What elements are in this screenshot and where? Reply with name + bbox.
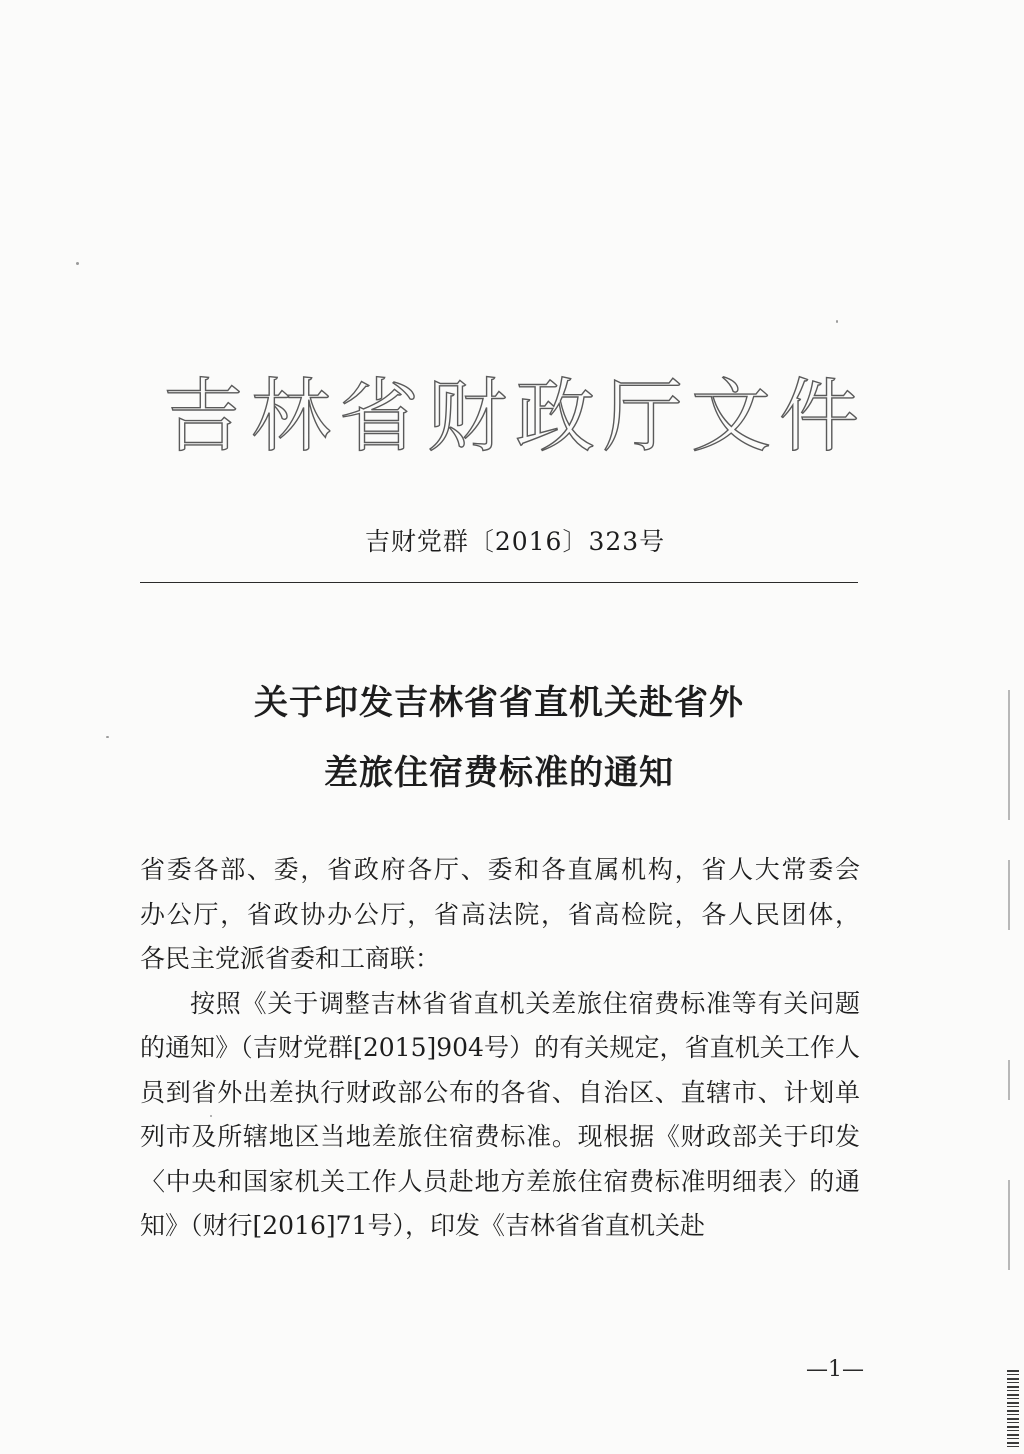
scan-edge-mark bbox=[1008, 1060, 1010, 1100]
body-paragraph: 按照《关于调整吉林省省直机关差旅住宿费标准等有关问题的通知》（吉财党群[2015]904号）的有关规定，省直机关工作人员到省外出差执行财政部公布的各省、自治区、直辖市、计划单列市及所辖地区当地差旅住宿费标准。现根据《财政部关于印发〈中央和国家机关工作人员赴地方差旅住宿费标准明细表〉的通知》（财行[2016]71号），印发《吉林省省直机关赴 bbox=[140, 988, 860, 1240]
page-number: —1— bbox=[806, 1357, 864, 1382]
document-title-line-1: 关于印发吉林省省直机关赴省外 bbox=[254, 683, 744, 723]
document-title-line-2: 差旅住宿费标准的通知 bbox=[324, 753, 674, 793]
scan-speck bbox=[836, 320, 838, 323]
document-number: 吉财党群〔2016〕323号 bbox=[364, 527, 666, 556]
addressee-line-3: 各民主党派省委和工商联： bbox=[140, 944, 441, 973]
addressee-line-1: 省委各部、委，省政府各厅、委和各直属机构，省人大常委会 bbox=[140, 855, 860, 884]
scan-edge-barcode bbox=[1007, 1370, 1019, 1450]
document-masthead: 吉林省财政厅文件 bbox=[163, 370, 867, 463]
scan-speck bbox=[210, 1115, 212, 1117]
scan-edge-mark bbox=[1008, 690, 1010, 820]
scan-edge-mark bbox=[1008, 860, 1010, 930]
masthead-divider bbox=[140, 582, 858, 583]
scan-speck bbox=[76, 262, 79, 265]
scan-edge-mark bbox=[1008, 1180, 1010, 1270]
scan-speck bbox=[106, 736, 109, 738]
addressee-line-2: 办公厅，省政协办公厅，省高法院，省高检院，各人民团体， bbox=[140, 899, 860, 929]
document-body bbox=[140, 848, 860, 1249]
